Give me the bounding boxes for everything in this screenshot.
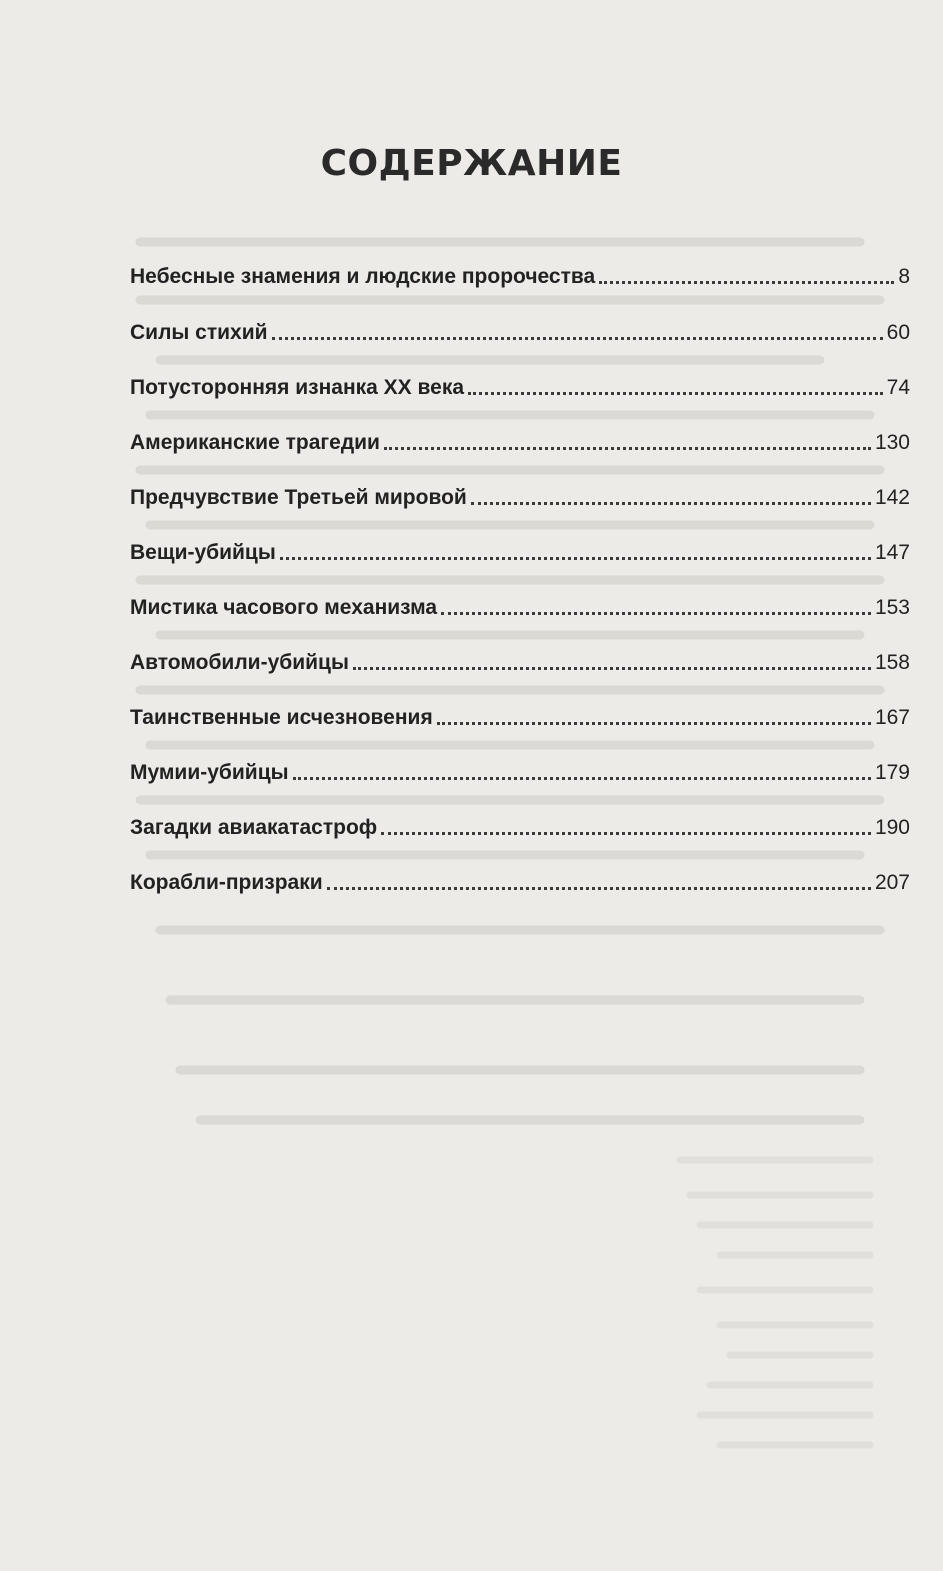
toc-entry bbox=[130, 807, 910, 841]
toc-leader-dots bbox=[272, 331, 883, 340]
toc-entry-page: 167 bbox=[874, 706, 910, 729]
toc-entry-title: Потусторонняя изнанка XX века bbox=[130, 376, 465, 399]
toc-entry bbox=[130, 256, 910, 290]
toc-entry-title: Таинственные исчезновения bbox=[130, 706, 433, 729]
toc-entry bbox=[130, 312, 910, 346]
toc-entry-page: 130 bbox=[874, 431, 910, 454]
toc-entry bbox=[130, 477, 910, 511]
toc-entry-page: 153 bbox=[874, 596, 910, 619]
toc-leader-dots bbox=[327, 881, 871, 890]
toc-entry bbox=[130, 862, 910, 896]
toc-leader-dots bbox=[381, 826, 871, 835]
toc-entry-title: Американские трагедии bbox=[130, 431, 380, 454]
page-title: СОДЕРЖАНИЕ bbox=[320, 143, 623, 184]
toc-entry-title: Предчувствие Третьей мировой bbox=[130, 486, 467, 509]
toc-leader-dots bbox=[471, 496, 871, 505]
toc-entry-page: 142 bbox=[874, 486, 910, 509]
toc-entry-page: 179 bbox=[874, 761, 910, 784]
toc-entry bbox=[130, 752, 910, 786]
toc-entry-page: 207 bbox=[874, 871, 910, 894]
toc-entry bbox=[130, 587, 910, 621]
toc-entry-page: 60 bbox=[886, 321, 910, 344]
toc-leader-dots bbox=[468, 386, 883, 395]
toc-entry-title: Корабли-призраки bbox=[130, 871, 323, 894]
toc-entry-title: Автомобили-убийцы bbox=[130, 651, 349, 674]
toc-leader-dots bbox=[353, 661, 871, 670]
toc-entry bbox=[130, 642, 910, 676]
toc-entry-title: Силы стихий bbox=[130, 321, 268, 344]
toc-leader-dots bbox=[437, 716, 871, 725]
toc-entry bbox=[130, 697, 910, 731]
toc-entry-title: Мистика часового механизма bbox=[130, 596, 438, 619]
toc-entry-title: Небесные знамения и людские пророчества bbox=[130, 265, 596, 288]
toc-entry-title: Загадки авиакатастроф bbox=[130, 816, 378, 839]
toc-leader-dots bbox=[280, 551, 871, 560]
toc-entry bbox=[130, 532, 910, 566]
toc-entry-page: 147 bbox=[874, 541, 910, 564]
toc-leader-dots bbox=[293, 771, 871, 780]
toc-leader-dots bbox=[441, 606, 871, 615]
toc-entry-title: Мумии-убийцы bbox=[130, 761, 289, 784]
toc-entry bbox=[130, 422, 910, 456]
toc-entry-page: 190 bbox=[874, 816, 910, 839]
toc-entry-page: 74 bbox=[886, 376, 910, 399]
toc-leader-dots bbox=[599, 275, 894, 284]
toc-entry-page: 158 bbox=[874, 651, 910, 674]
toc-entry bbox=[130, 367, 910, 401]
toc-leader-dots bbox=[384, 441, 871, 450]
toc-entry-title: Вещи-убийцы bbox=[130, 541, 276, 564]
toc-entry-page: 8 bbox=[898, 265, 910, 288]
